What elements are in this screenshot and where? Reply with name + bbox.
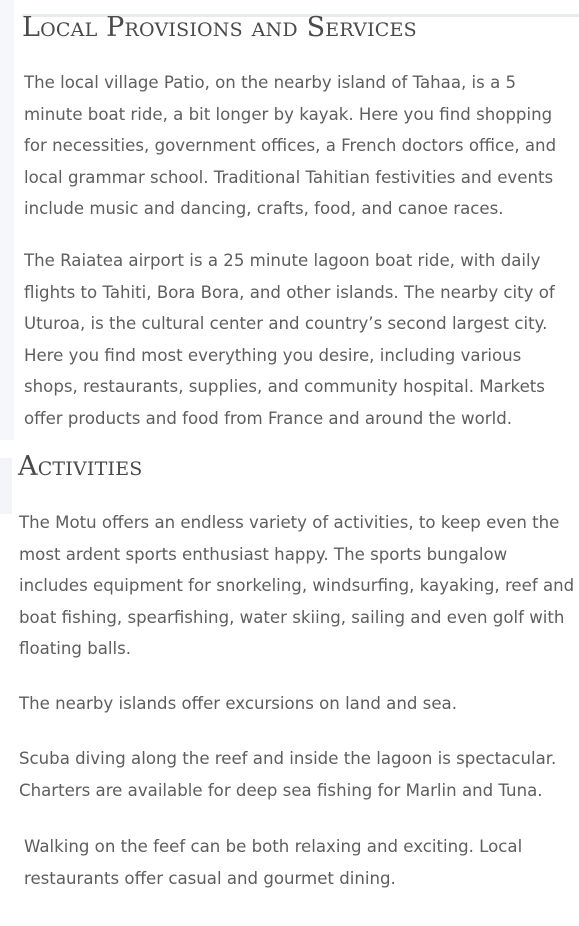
- paragraph-raiatea-airport: The Raiatea airport is a 25 minute lagoon boat ride, with daily flights to Tahiti, Bora Bora, and other islands. The nearby city of Uturoa, is the cultural center and country’s second largest city. Here you find most everything you desire, including various shops, restaurants, supplies, and community hospital. Markets offer products and food from France and around the world.: [24, 251, 555, 428]
- heading-local-provisions: Local Provisions and Services: [22, 12, 417, 43]
- paragraph-excursions: The nearby islands offer excursions on land and sea.: [19, 694, 457, 713]
- paragraph-reef-walking: Walking on the feef can be both relaxing and exciting. Local restaurants offer casual and gourmet dining.: [24, 837, 523, 888]
- paragraph-motu-activities: The Motu offers an endless variety of activities, to keep even the most ardent sports enthusiast happy. The sports bungalow includes equipment for snorkeling, windsurfing, kayaking, reef and boat fishing, spearfishing, water skiing, sailing and even golf with floating balls.: [19, 513, 575, 658]
- left-edge-shadow-lower: [0, 458, 12, 514]
- heading-activities: Activities: [18, 451, 143, 482]
- left-edge-shadow: [0, 0, 14, 440]
- paragraph-scuba-diving: Scuba diving along the reef and inside the lagoon is spectacular. Charters are available for deep sea fishing for Marlin and Tuna.: [19, 749, 557, 800]
- paragraph-village-patio: The local village Patio, on the nearby island of Tahaa, is a 5 minute boat ride, a bit longer by kayak. Here you find shopping for necessities, government offices, a French doctors office, and local grammar school. Traditional Tahitian festivities and events include music and dancing, crafts, food, and canoe races.: [24, 73, 557, 218]
